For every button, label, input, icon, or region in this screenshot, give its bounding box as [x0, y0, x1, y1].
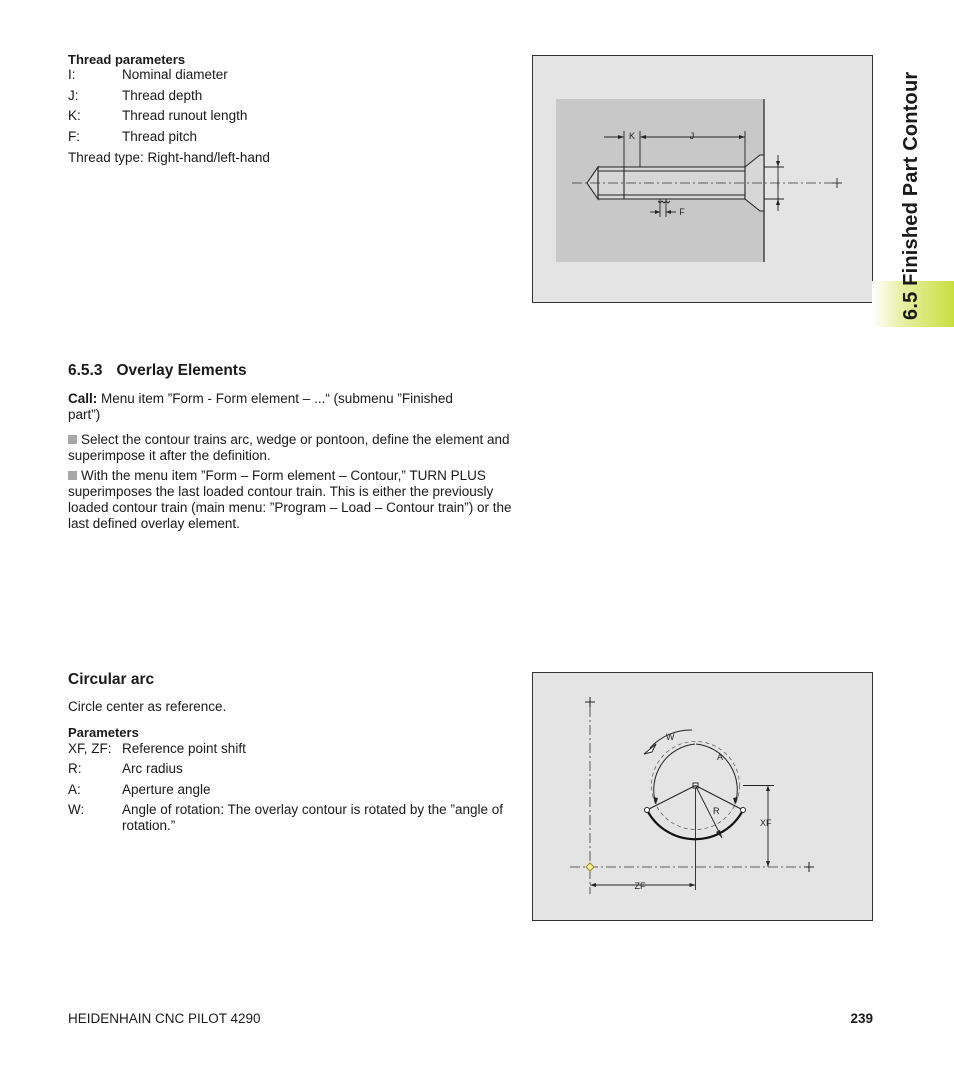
param-key: XF, ZF:	[68, 741, 112, 756]
param-value: Angle of rotation: The overlay contour is rotated by the ”angle of rotation.”	[122, 802, 503, 833]
dim-label-w: W	[666, 732, 675, 742]
thread-figure	[532, 55, 873, 303]
param-key: F:	[68, 129, 80, 144]
param-value: Arc radius	[122, 761, 183, 776]
arc-param-row	[68, 741, 513, 757]
section-title: Overlay Elements	[116, 362, 247, 379]
thread-param-row	[68, 108, 468, 124]
param-key: R:	[68, 761, 82, 776]
chapter-side-title: 6.5 Finished Part Contour	[900, 71, 922, 320]
call-label: Call:	[68, 391, 98, 406]
bullet-square-icon	[68, 471, 77, 480]
section-number: 6.5.3	[68, 362, 103, 379]
arc-param-row	[68, 761, 513, 777]
param-value: Reference point shift	[122, 741, 246, 756]
dim-label-a: A	[717, 752, 724, 762]
footer-product: HEIDENHAIN CNC PILOT 4290	[68, 1011, 261, 1026]
param-value: Thread pitch	[122, 129, 198, 144]
param-key: J:	[68, 88, 79, 103]
param-key: A:	[68, 782, 81, 797]
param-value: Nominal diameter	[122, 67, 228, 82]
thread-parameters-heading: Thread parameters	[68, 52, 186, 67]
bullet-item	[68, 432, 513, 464]
dim-label-i: I	[776, 179, 780, 189]
call-text: Menu item ”Form - Form element – ...“ (submenu ”Finished part”)	[68, 391, 453, 422]
param-key: I:	[68, 67, 76, 82]
section-heading-overlay	[68, 362, 247, 380]
circular-arc-heading: Circular arc	[68, 671, 155, 688]
bullet-text: With the menu item ”Form – Form element – Contour,” TURN PLUS superimposes the last loaded contour train. This is either the previously loaded contour train (main menu: ”Program – Load – Contour train”) or the last defined overlay element.	[68, 468, 512, 531]
dim-label-f: F	[679, 207, 685, 217]
dim-label-k: K	[628, 131, 636, 141]
param-value: Aperture angle	[122, 782, 211, 797]
parameters-heading: Parameters	[68, 725, 139, 740]
param-value: Thread runout length	[122, 108, 248, 123]
param-key: K:	[68, 108, 81, 123]
circular-arc-intro: Circle center as reference.	[68, 699, 227, 714]
param-value: Thread depth	[122, 88, 203, 103]
call-line	[68, 391, 488, 423]
bullet-text: Select the contour trains arc, wedge or pontoon, define the element and superimpose it after the definition.	[68, 432, 510, 463]
dim-label-xf: XF	[760, 818, 772, 828]
dim-label-r: R	[713, 806, 720, 816]
thread-param-row	[68, 129, 468, 145]
thread-param-row	[68, 88, 468, 104]
bullet-item	[68, 468, 513, 532]
arc-param-row	[68, 782, 513, 798]
dim-label-zf: ZF	[634, 881, 646, 891]
thread-param-row	[68, 67, 468, 83]
arc-param-row	[68, 802, 513, 836]
dim-label-j: J	[689, 131, 695, 141]
param-key: W:	[68, 802, 85, 817]
circular-arc-figure	[532, 672, 873, 921]
bullet-square-icon	[68, 435, 77, 444]
thread-type-line: Thread type: Right-hand/left-hand	[68, 150, 270, 165]
page-number: 239	[850, 1011, 873, 1026]
